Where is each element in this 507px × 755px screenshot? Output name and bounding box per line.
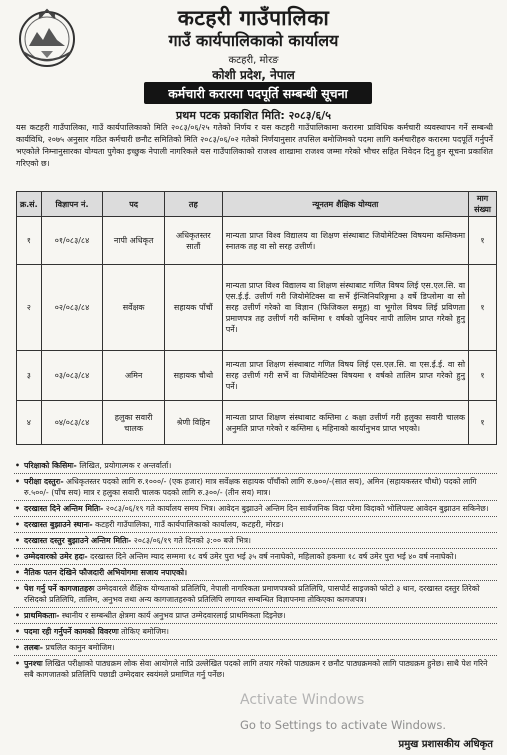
table-row [17,351,497,401]
cell-qualification: मान्यता प्राप्त विश्व विद्यालय वा शिक्षण संस्थाबाट गणित विषय लिई एस.एल.सि. वा एस.ई.ई. उत्तीर्ण गरी जियोमेटिक्स वा सर्भे ईन्जिनियरिङ्गमा ३ वर्षे डिप्लोमा वा सो सरह उत्तीर्ण गरेको वा विज्ञान (फिजिकल समूह) वा भूगोल विषय लिई प्रविणता प्रमाणपत्र तह उत्तीर्ण गरी कम्तिमा १ वर्षको जुनियर नापी तालिम प्राप्त गरेको हुनु पर्ने। [222,265,468,351]
cell-level: सहायक चौथो [164,351,222,401]
cell-count: १ [469,265,497,351]
note-label: दरखास्त दिने अन्तिम मितिः- [24,504,104,513]
note-text: लिखित, प्रयोगात्मक र अन्तर्वार्ता। [76,461,172,470]
bullet-icon: • [15,659,20,668]
list-item [14,458,497,474]
bullet-icon: • [15,520,20,529]
province-line: कोशी प्रदेश, नेपाल [212,68,295,82]
cell-count: १ [469,351,497,401]
cell-level: श्रेणी विहिन [164,401,222,445]
cell-ad-number: ०३/०८३/८४ [41,351,103,401]
cell-serial: १ [17,217,42,265]
intro-paragraph: यस कटहरी गाउँपालिका, गाउँ कार्यपालिकाको मिति २०८३/०६/२५ गतेको निर्णय र यस कटहरी गाउँपालिकामा करारमा प्राविधिक कर्मचारी व्यवस्थापन गर्ने सम्बन्धी कार्यविधि, २०७५ अनुसार गठित कर्मचारी छनौट समितिको मिति २०८३/०६/०२ गतेको निर्णयानुसार तपसिल बमोजिमको पदमा लागि कर्मचारीहरु करारमा पदपूर्ति गर्नुपर्ने भएकोले निम्नानुसारका योग्यता पुगेका इच्छुक नेपाली नागरिकले यस गाउँपालिकाको राजश्व शाखामा राजश्व जम्मा गरेको भौचर सहित निवेदन दिनु हुन सूचना प्रकाशित गरिएको छ। [16,123,493,168]
bullet-icon: • [15,552,20,561]
watermark-title: Activate Windows [240,692,365,708]
cell-count: १ [469,217,497,265]
office-name: गाउँ कार्यपालिकाको कार्यालय [168,31,339,50]
bullet-icon: • [15,611,20,620]
note-label: परिक्षाको किसिमः- [24,461,77,470]
list-item [14,624,497,640]
note-label: उम्मेदवारको उमेर हदः- [24,552,88,561]
bullet-icon: • [15,536,20,545]
note-label: पदमा रही गर्नुपर्ने कामको विवरणः [24,627,119,636]
col-post: पद [103,192,165,217]
cell-qualification: मान्यता प्राप्त शिक्षण संस्थाबाट गणित विषय लिई एस.एल.सि. वा एस.ई.ई. वा सो सरह उत्तीर्ण गरी सर्भे वा जियोमेटिक्स विषयमा १ वर्षको तालिम प्राप्त गरेको हुनु पर्ने। [222,351,468,401]
bullet-icon: • [15,643,20,652]
col-level: तह [164,192,222,217]
cell-post: हलुका सवारी चालक [103,401,165,445]
note-text: प्रचलित कानुन बमोजिम। [43,643,115,652]
table-row [17,265,497,351]
watermark-subtitle: Go to Settings to activate Windows. [240,718,446,732]
cell-ad-number: ०४/०८३/८४ [41,401,103,445]
cell-ad-number: ०२/०८३/८४ [41,265,103,351]
bullet-icon: • [15,584,20,593]
list-item [14,517,497,533]
list-item [14,608,497,624]
list-item [14,581,497,608]
note-label: प्राथमिकताः- [24,611,60,620]
bullet-icon: • [15,627,20,636]
cell-post: सर्वेक्षक [103,265,165,351]
note-label: नैतिक पतन देखिने फौजदारी अभियोगमा सजाय नपाएको। [24,568,188,577]
list-item [14,656,497,682]
note-label: तलबः- [24,643,43,652]
note-text: दरखास्त दिने अन्तिम म्याद सम्ममा १८ वर्ष उमेर पुरा भई ३५ वर्ष ननाघेको, महिलाको हकमाः १८ वर्ष उमेर पुरा भई ४० वर्ष ननाघेको। [87,552,457,561]
bullet-icon: • [15,461,20,470]
note-text: उम्मेदवारले शैक्षिक योग्यताको प्रतिलिपि, नेपाली नागरिकता प्रमाणपत्रको प्रतिलिपि, पासपोर्ट साइजको फोटो ३ थान, दरखास्त दस्तुर तिरेको रसिदको प्रतिलिपि, तालिम, अनुभव तथा अन्य कागजातहरुको प्रतिलिपि लगायत सम्बन्धित विज्ञापनमा तोकिएका कागजपत्र। [24,584,480,604]
list-item [14,533,497,549]
note-text: तोकिए बमोजिम। [118,627,169,636]
office-address: कटहरी, मोरङ [228,55,279,66]
col-serial: क्र.सं. [17,192,42,217]
cell-ad-number: ०१/०८३/८४ [41,217,103,265]
note-label: दरखास्त बुझाउने स्थानः- [24,520,93,529]
cell-serial: २ [17,265,42,351]
bullet-icon: • [15,568,20,577]
note-label: पेश गर्नु पर्ने कागजातहरुः [24,584,95,593]
list-item [14,549,497,565]
cell-count: १ [469,401,497,445]
list-item [14,640,497,656]
cell-level: सहायक पाँचौं [164,265,222,351]
bullet-icon: • [15,504,20,513]
note-text: लिखित परीक्षाको पाठ्यक्रम लोक सेवा आयोगले नाप्रि उल्लेखित पदको लागि तयार गरेको पाठ्यक्रम र छनौट पाठ्यक्रमको लागि पाठ्यक्रम हुनेछ। साथै पेश गरिने सबै कागजातको प्रतिलिपि पछाडी उम्मेदवार स्वयंमले प्रमाणित गर्नु पर्नेछ। [24,659,488,679]
activate-windows-watermark [240,692,446,732]
note-text: कटहरी गाउँपालिका, गाउँ कार्यपालिकाको कार्यालय, कटहरी, मोरङ। [92,520,284,529]
note-text: २०८३/०६/१९ गते दिनको ३:०० बजे भित्र। [131,536,251,545]
cell-serial: ३ [17,351,42,401]
note-text: २०८३/०६/१९ गते कार्यालय समय भित्र। आवेदन बुझाउने अन्तिम दिन सार्वजनिक विदा परेमा विदाको भोलिपल्ट आवेदन बुझाउन सकिनेछ। [103,504,489,513]
cell-serial: ४ [17,401,42,445]
municipality-name: कटहरी गाउँपालिका [177,6,330,30]
list-item [14,565,497,581]
table-header-row [17,192,497,217]
col-qualification: न्यूनतम शैक्षिक योग्यता [222,192,468,217]
note-label: दरखास्त दस्तुर बुझाउने अन्तिम मितिः- [24,536,132,545]
cell-post: नापी अधिकृत [103,217,165,265]
notice-conditions-list [14,458,497,682]
table-row [17,401,497,445]
note-text: अधिकृतस्तर पदको लागि रु.१०००/- (एक हजार) मात्र सर्वेक्षक सहायक पाँचौंको लागि रु.७००/-(सात सय), अमिन (सहायकस्तर चौथो) पदको लागि रु.५००/- (पाँच सय) मात्र र हलुका सवारी चालक पदको लागि रु.३००/- (तीन सय) मात्र। [24,477,477,497]
cell-post: अमिन [103,351,165,401]
list-item [14,474,497,501]
cell-qualification: मान्यता प्राप्त विश्व विद्यालय वा शिक्षण संस्थाबाट जियोमेटिक्स विषयमा कम्तिकमा स्नातक तह वा सो सरह उत्तीर्ण। [222,217,468,265]
notice-title-banner: कर्मचारी करारमा पदपूर्ति सम्बन्धी सूचना [144,82,372,104]
bullet-icon: • [15,477,20,486]
publication-date: प्रथम पटक प्रकाशित मिति: २०८३/६/५ [176,109,331,122]
vacancy-table [16,191,497,445]
col-count: माग संख्या [469,192,497,217]
cell-level: अधिकृतस्तर सातौं [164,217,222,265]
list-item [14,501,497,517]
signatory-title: प्रमुख प्रशासकीय अधिकृत [398,739,493,750]
note-label: परीक्षा दस्तुरः- [24,477,64,486]
note-label: पुनश्चः [24,659,43,668]
note-text: स्थानीय र सम्बन्धीत क्षेत्रमा कार्य अनुभव प्राप्त उम्मेदवारलाई प्राथमिकता दिइनेछ। [59,611,286,620]
table-row [17,217,497,265]
col-ad-number: विज्ञापन नं. [41,192,103,217]
cell-qualification: मान्यता प्राप्त शिक्षण संस्थाबाट कम्तिमा ८ कक्षा उत्तीर्ण गरी हलुका सवारी चालक अनुमति प्राप्त गरेको र कम्तिमा ६ महिनाको कार्यानुभव प्राप्त भएको। [222,401,468,445]
